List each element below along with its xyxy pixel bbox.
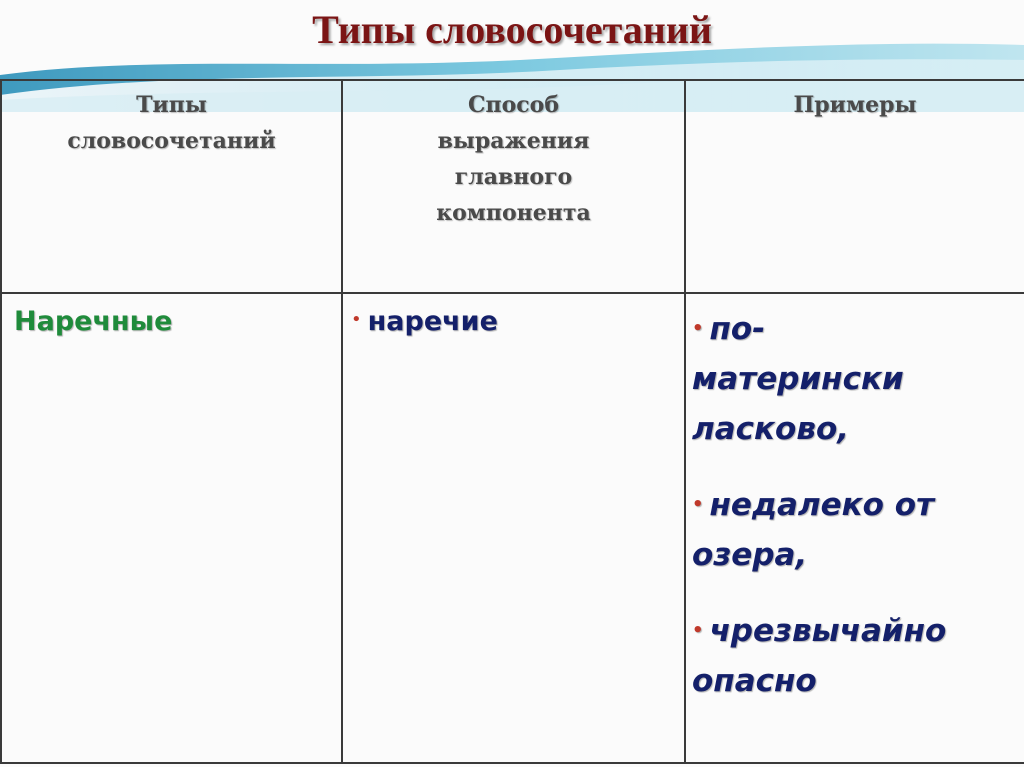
method-cell	[342, 293, 685, 763]
header-examples: Примеры	[793, 92, 917, 118]
combinations-table	[0, 79, 1024, 764]
bullet-icon: •	[692, 620, 704, 641]
example-item	[692, 304, 1024, 454]
type-cell	[1, 293, 342, 763]
examples-cell	[685, 293, 1024, 763]
header-method: Способ выражения главного компонента	[436, 92, 591, 226]
header-cell-types	[1, 80, 342, 293]
example-item	[692, 606, 1024, 706]
example-text: недалеко от озера,	[692, 487, 935, 573]
table-row	[1, 293, 1024, 763]
example-item	[692, 480, 1024, 580]
example-text: чрезвычайно опасно	[692, 613, 947, 699]
bullet-icon: •	[692, 318, 704, 339]
method-text: наречие	[367, 306, 498, 337]
header-row	[1, 80, 1024, 293]
header-cell-examples	[685, 80, 1024, 293]
slide-title: Типы словосочетаний	[312, 7, 712, 52]
bullet-icon: •	[351, 309, 362, 330]
example-text: по-матерински ласково,	[692, 311, 904, 447]
header-cell-method	[342, 80, 685, 293]
bullet-icon: •	[692, 494, 704, 515]
type-name: Наречные	[14, 306, 173, 337]
header-types: Типы словосочетаний	[67, 92, 276, 154]
